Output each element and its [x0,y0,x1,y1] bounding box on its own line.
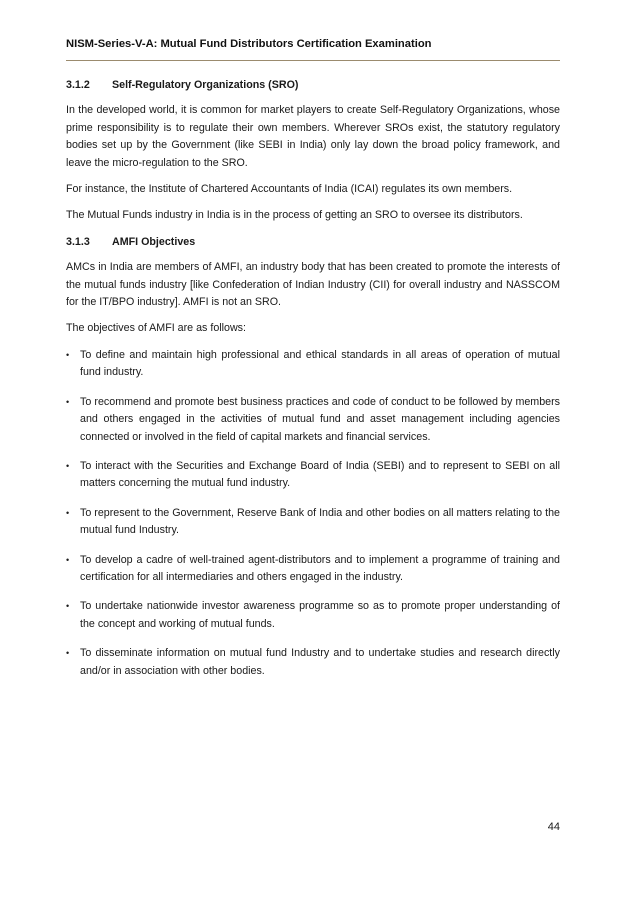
bullet-icon: • [66,648,70,659]
paragraph: AMCs in India are members of AMFI, an industry body that has been created to promote the interests of the mutual funds industry [like Confederation of Indian Industry (CII) for overall industry and NASSCOM for the IT/BPO industry]. AMFI is not an SRO. [66,261,560,309]
list-item [66,645,560,680]
list-item [66,394,560,446]
bullet-icon: • [66,396,70,407]
paragraph: For instance, the Institute of Chartered Accountants of India (ICAI) regulates its own members. [66,183,513,196]
objectives-list [66,347,560,680]
page-number: 44 [547,821,560,833]
list-item-text: To represent to the Government, Reserve Bank of India and other bodies on all matters relating to the mutual fund Industry. [80,506,560,537]
list-item [66,347,560,382]
bullet-icon: • [66,507,70,518]
paragraph: The objectives of AMFI are as follows: [66,322,246,335]
section-heading-sro [66,77,560,94]
bullet-icon: • [66,554,70,565]
section-title: Self-Regulatory Organizations (SRO) [112,79,299,91]
page-header-title: NISM-Series-V-A: Mutual Fund Distributors Certification Examination [66,38,432,50]
list-item-text: To undertake nationwide investor awareness programme so as to promote proper understanding of the concept and working of mutual funds. [80,600,560,630]
list-item-text: To disseminate information on mutual fund Industry and to undertake studies and research directly and/or in association with other bodies. [80,647,560,677]
header-divider [66,60,560,61]
list-item [66,598,560,633]
section-title: AMFI Objectives [112,235,196,248]
list-item [66,552,560,587]
bullet-icon: • [66,601,70,612]
section-number: 3.1.3 [66,235,90,248]
bullet-icon: • [66,460,70,471]
bullet-icon: • [66,349,70,360]
list-item [66,458,560,493]
section-number: 3.1.2 [66,79,90,91]
page-content [66,70,560,692]
list-item-text: To define and maintain high professional and ethical standards in all areas of operation of mutual fund industry. [80,348,560,379]
list-item [66,505,560,540]
section-heading-amfi-objectives [66,234,560,251]
paragraph: The Mutual Funds industry in India is in the process of getting an SRO to oversee its distributors. [66,209,523,222]
paragraph: In the developed world, it is common for market players to create Self-Regulatory Organizations, whose prime responsibility is to regulate their own members. Wherever SROs exist, the statutory regulatory bodies set up by the Government (like SEBI in India) only lay down the broad policy framework, and leave the micro-regulation to the SRO. [66,104,560,169]
list-item-text: To recommend and promote best business practices and code of conduct to be followed by members and others engaged in the activities of mutual fund and asset management including agencies connected or involved in the field of capital markets and financial services. [80,395,560,443]
list-item-text: To develop a cadre of well-trained agent-distributors and to implement a programme of training and certification for all intermediaries and others engaged in the industry. [80,553,560,583]
list-item-text: To interact with the Securities and Exchange Board of India (SEBI) and to represent to SEBI on all matters concerning the mutual fund industry. [80,459,560,490]
